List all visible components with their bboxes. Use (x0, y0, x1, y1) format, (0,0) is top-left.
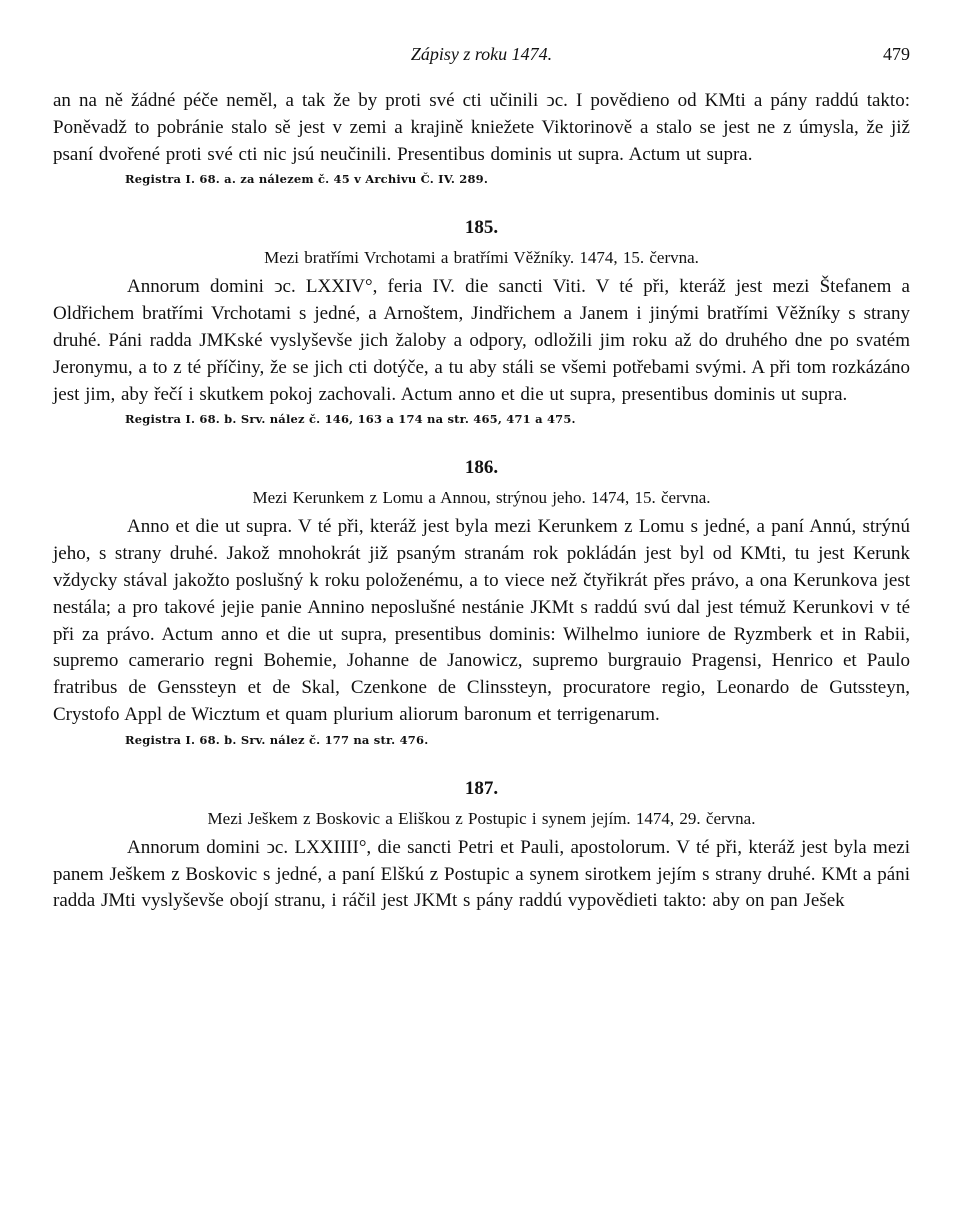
document-page (53, 44, 910, 915)
entry-number: 187. (464, 777, 499, 799)
entry-number: 186. (464, 457, 499, 479)
entry-heading: Mezi bratřími Vrchotami a bratřími Věžníky. 1474, 15. června. (264, 248, 699, 268)
entry-heading: Mezi Kerunkem z Lomu a Annou, strýnou jeho. 1474, 15. června. (252, 488, 711, 508)
running-title: Zápisy z roku 1474. (410, 44, 553, 64)
running-head (53, 44, 910, 74)
continued-entry-text: an na ně žádné péče neměl, a tak že by proti své cti učinili ͻc. I povědieno od KMti a pány raddú takto: Poněvadž to pobránie stalo sě jest v zemi a krajině kniežete Viktorinově a stalo se jest ne z úmysla, že již psaní dvořené proti své cti nic jsú neučinili. Presentibus dominis ut supra. Actum ut supra. (53, 90, 910, 165)
source-note: Registra I. 68. a. za nálezem č. 45 v Archivu Č. IV. 289. (125, 172, 489, 187)
source-note: Registra I. 68. b. Srv. nález č. 146, 163 a 174 na str. 465, 471 a 475. (125, 412, 576, 427)
entry-number: 185. (464, 217, 499, 239)
entry-heading: Mezi Ješkem z Boskovic a Eliškou z Postupic i synem jejím. 1474, 29. června. (207, 808, 756, 828)
entry-text: Anno et die ut supra. V té při, kteráž jest byla mezi Kerunkem z Lomu s jedné, a paní Annú, strýnú jeho, s strany druhé. Jakož mnohokrát již psaným stranám rok pokládán jest byl od KMti, tu jest Kerunk vždycky stával jakožto poslušný k roku položenému, a to viece než čtyřikrát přes právo, a ona Kerunkova jest nestála; a pro takové jejie panie Annino neposlušné nestánie JKMt s raddú svú dal jest témuž Kerunkovi v té při za právo. Actum anno et die ut supra, presentibus dominis: Wilhelmo iuniore de Ryzmberk et in Rabii, supremo camerario regni Bohemie, Johanne de Janowicz, supremo burgrauio Pragensi, Henrico et Paulo fratribus de Genssteyn et de Skal, Czenkone de Clinssteyn, procuratore regio, Leonardo de Gutssteyn, Crystofo Appl de Wicztum et quam plurium aliorum baronum et terrigenarum. (53, 516, 910, 725)
source-note: Registra I. 68. b. Srv. nález č. 177 na str. 476. (125, 732, 429, 747)
page-number: 479 (883, 44, 910, 64)
entry-text: Annorum domini ͻc. LXXIIII°, die sancti Petri et Pauli, apostolorum. V té při, kteráž jest byla mezi panem Ješkem z Boskovic s jedné, a paní Elškú z Postupic a synem sirotkem jejím s strany druhé. KMt a páni radda JMti vyslyševše obojí stranu, i ráčil jest JKMt s pány raddú vypovědieti takto: aby on pan Ješek (53, 836, 910, 912)
entry-text: Annorum domini ͻc. LXXIV°, feria IV. die sancti Viti. V té při, kteráž jest mezi Štefanem a Oldřichem bratřími Vrchotami s jedné, a Arnoštem, Jindřichem a Janem i jinými bratřími Věžníky s strany druhé. Páni radda JMKské vyslyševše jich žaloby a odpory, odložili jim roku až do druhého dne po svatém Jeronymu, a to z té příčiny, že se jich cti dotýče, a tu aby stáli se všemi potřebami svými. A při tom rozkázáno jest jim, aby řečí i skutkem pokoj zachovali. Actum anno et die ut supra, presentibus dominis ut supra. (53, 276, 910, 405)
